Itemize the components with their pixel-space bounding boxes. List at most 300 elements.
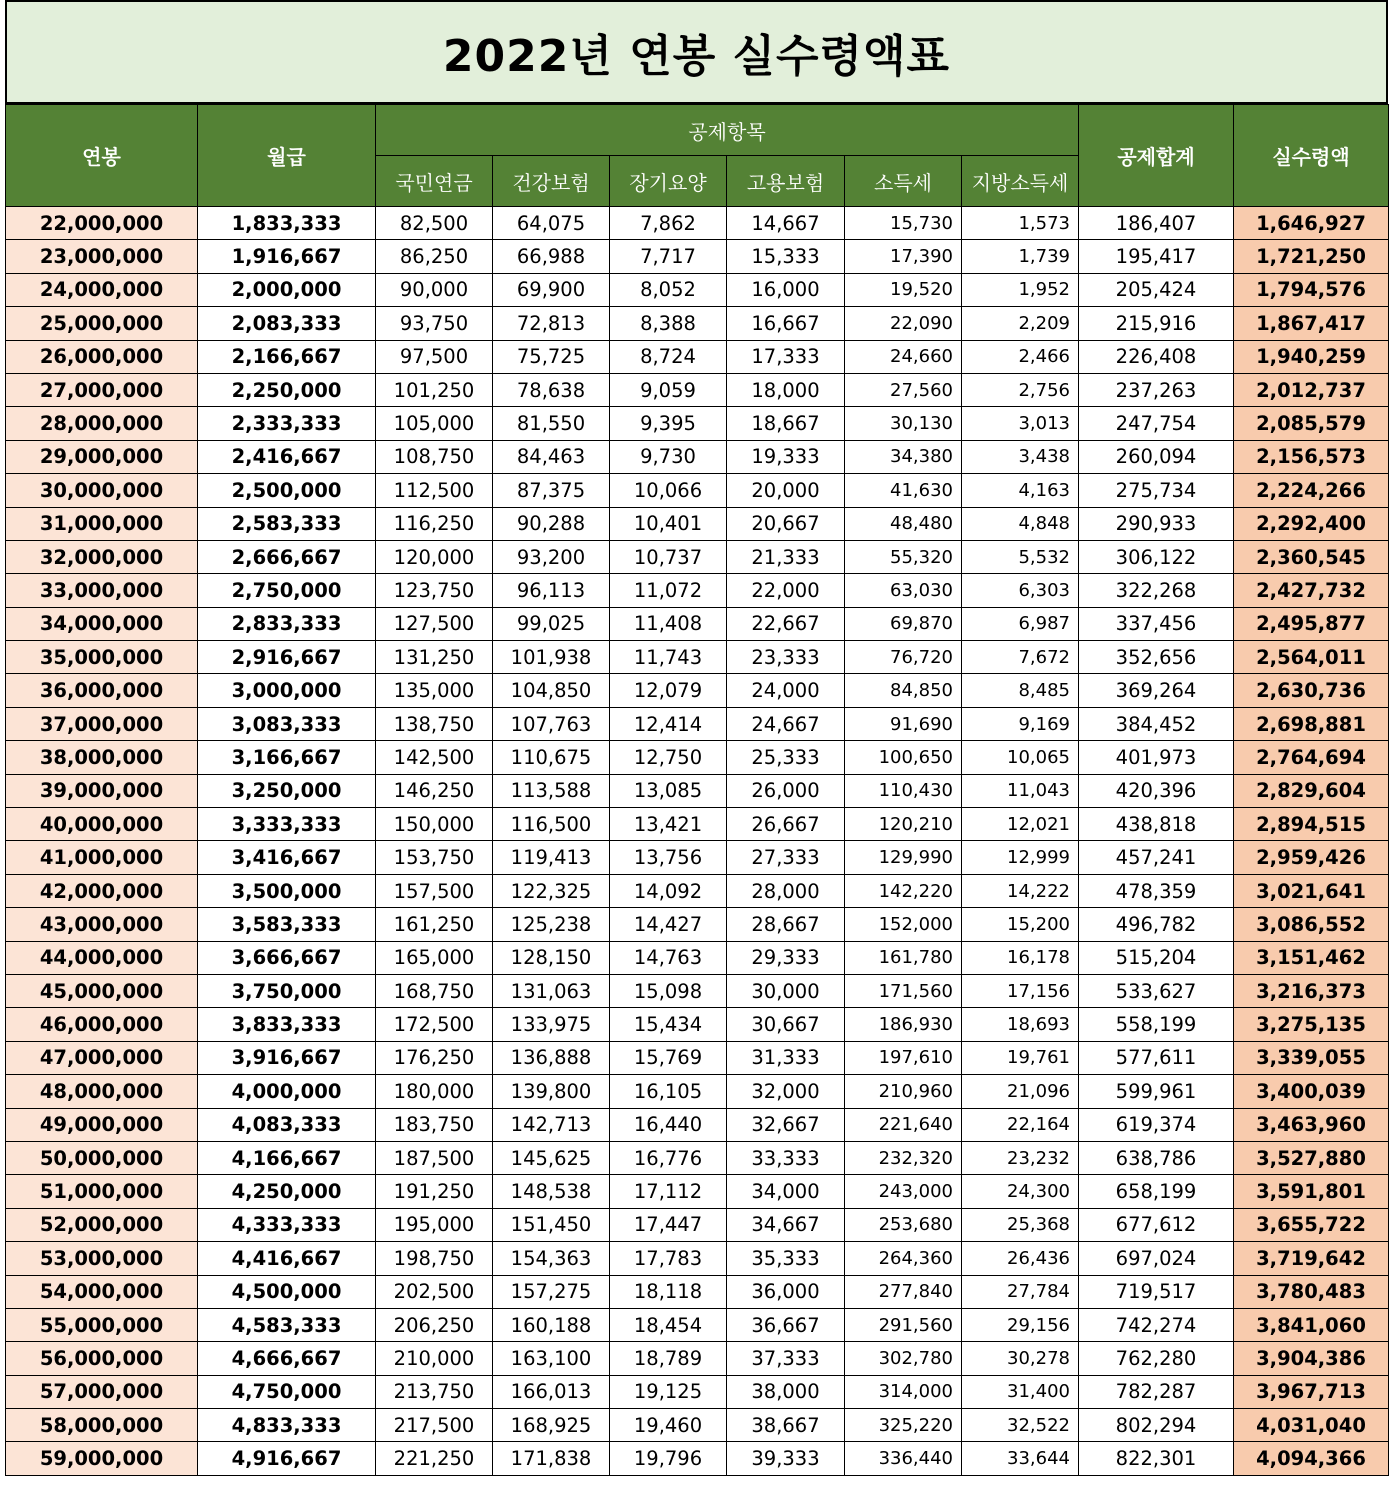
annual-cell: 56,000,000 [6, 1342, 198, 1375]
header-health: 건강보험 [493, 156, 610, 207]
pension-cell: 123,750 [376, 574, 493, 607]
local-tax-cell: 6,303 [962, 574, 1079, 607]
total-cell: 226,408 [1079, 340, 1234, 373]
health-cell: 99,025 [493, 607, 610, 640]
monthly-cell: 4,916,667 [198, 1442, 376, 1475]
income-tax-cell: 302,780 [845, 1342, 962, 1375]
employment-cell: 28,667 [727, 908, 845, 941]
pension-cell: 180,000 [376, 1075, 493, 1108]
longterm-cell: 19,460 [610, 1409, 727, 1442]
pension-cell: 202,500 [376, 1275, 493, 1308]
local-tax-cell: 17,156 [962, 974, 1079, 1007]
net-cell: 3,339,055 [1234, 1041, 1389, 1074]
net-cell: 3,591,801 [1234, 1175, 1389, 1208]
employment-cell: 15,333 [727, 240, 845, 273]
header-employment: 고용보험 [727, 156, 845, 207]
net-cell: 1,794,576 [1234, 273, 1389, 306]
table-row [6, 774, 1389, 807]
pension-cell: 217,500 [376, 1409, 493, 1442]
employment-cell: 27,333 [727, 841, 845, 874]
employment-cell: 30,000 [727, 974, 845, 1007]
health-cell: 125,238 [493, 908, 610, 941]
monthly-cell: 3,583,333 [198, 908, 376, 941]
local-tax-cell: 2,466 [962, 340, 1079, 373]
net-cell: 1,867,417 [1234, 307, 1389, 340]
health-cell: 75,725 [493, 340, 610, 373]
health-cell: 139,800 [493, 1075, 610, 1108]
longterm-cell: 13,756 [610, 841, 727, 874]
net-cell: 3,527,880 [1234, 1141, 1389, 1174]
pension-cell: 210,000 [376, 1342, 493, 1375]
local-tax-cell: 22,164 [962, 1108, 1079, 1141]
monthly-cell: 3,500,000 [198, 874, 376, 907]
income-tax-cell: 221,640 [845, 1108, 962, 1141]
pension-cell: 168,750 [376, 974, 493, 1007]
table-row [6, 273, 1389, 306]
total-cell: 558,199 [1079, 1008, 1234, 1041]
total-cell: 322,268 [1079, 574, 1234, 607]
annual-cell: 38,000,000 [6, 741, 198, 774]
annual-cell: 26,000,000 [6, 340, 198, 373]
annual-cell: 44,000,000 [6, 941, 198, 974]
health-cell: 64,075 [493, 207, 610, 240]
monthly-cell: 2,666,667 [198, 540, 376, 573]
total-cell: 802,294 [1079, 1409, 1234, 1442]
local-tax-cell: 4,163 [962, 474, 1079, 507]
annual-cell: 40,000,000 [6, 808, 198, 841]
table-row [6, 307, 1389, 340]
income-tax-cell: 17,390 [845, 240, 962, 273]
pension-cell: 150,000 [376, 808, 493, 841]
employment-cell: 28,000 [727, 874, 845, 907]
health-cell: 87,375 [493, 474, 610, 507]
health-cell: 72,813 [493, 307, 610, 340]
local-tax-cell: 10,065 [962, 741, 1079, 774]
health-cell: 145,625 [493, 1141, 610, 1174]
local-tax-cell: 7,672 [962, 641, 1079, 674]
local-tax-cell: 21,096 [962, 1075, 1079, 1108]
health-cell: 90,288 [493, 507, 610, 540]
local-tax-cell: 29,156 [962, 1308, 1079, 1341]
employment-cell: 20,667 [727, 507, 845, 540]
table-row [6, 741, 1389, 774]
income-tax-cell: 76,720 [845, 641, 962, 674]
local-tax-cell: 16,178 [962, 941, 1079, 974]
monthly-cell: 2,166,667 [198, 340, 376, 373]
longterm-cell: 13,421 [610, 808, 727, 841]
health-cell: 131,063 [493, 974, 610, 1007]
longterm-cell: 8,052 [610, 273, 727, 306]
annual-cell: 39,000,000 [6, 774, 198, 807]
employment-cell: 30,667 [727, 1008, 845, 1041]
total-cell: 247,754 [1079, 407, 1234, 440]
monthly-cell: 4,500,000 [198, 1275, 376, 1308]
health-cell: 84,463 [493, 440, 610, 473]
header-local-tax: 지방소득세 [962, 156, 1079, 207]
longterm-cell: 18,454 [610, 1308, 727, 1341]
total-cell: 275,734 [1079, 474, 1234, 507]
annual-cell: 24,000,000 [6, 273, 198, 306]
income-tax-cell: 15,730 [845, 207, 962, 240]
total-cell: 577,611 [1079, 1041, 1234, 1074]
income-tax-cell: 100,650 [845, 741, 962, 774]
table-header [6, 105, 1389, 207]
net-cell: 2,630,736 [1234, 674, 1389, 707]
employment-cell: 39,333 [727, 1442, 845, 1475]
net-cell: 2,224,266 [1234, 474, 1389, 507]
local-tax-cell: 26,436 [962, 1242, 1079, 1275]
net-cell: 2,698,881 [1234, 707, 1389, 740]
net-cell: 3,400,039 [1234, 1075, 1389, 1108]
monthly-cell: 4,166,667 [198, 1141, 376, 1174]
employment-cell: 37,333 [727, 1342, 845, 1375]
local-tax-cell: 19,761 [962, 1041, 1079, 1074]
income-tax-cell: 264,360 [845, 1242, 962, 1275]
annual-cell: 58,000,000 [6, 1409, 198, 1442]
table-row [6, 874, 1389, 907]
longterm-cell: 14,763 [610, 941, 727, 974]
income-tax-cell: 325,220 [845, 1409, 962, 1442]
employment-cell: 17,333 [727, 340, 845, 373]
monthly-cell: 3,083,333 [198, 707, 376, 740]
pension-cell: 97,500 [376, 340, 493, 373]
header-income-tax: 소득세 [845, 156, 962, 207]
annual-cell: 23,000,000 [6, 240, 198, 273]
annual-cell: 54,000,000 [6, 1275, 198, 1308]
income-tax-cell: 243,000 [845, 1175, 962, 1208]
net-cell: 3,780,483 [1234, 1275, 1389, 1308]
health-cell: 107,763 [493, 707, 610, 740]
longterm-cell: 11,072 [610, 574, 727, 607]
employment-cell: 36,667 [727, 1308, 845, 1341]
total-cell: 782,287 [1079, 1375, 1234, 1408]
employment-cell: 29,333 [727, 941, 845, 974]
local-tax-cell: 9,169 [962, 707, 1079, 740]
pension-cell: 172,500 [376, 1008, 493, 1041]
employment-cell: 26,000 [727, 774, 845, 807]
annual-cell: 59,000,000 [6, 1442, 198, 1475]
pension-cell: 146,250 [376, 774, 493, 807]
annual-cell: 27,000,000 [6, 373, 198, 406]
header-pension: 국민연금 [376, 156, 493, 207]
table-row [6, 1208, 1389, 1241]
total-cell: 742,274 [1079, 1308, 1234, 1341]
annual-cell: 37,000,000 [6, 707, 198, 740]
total-cell: 533,627 [1079, 974, 1234, 1007]
employment-cell: 32,667 [727, 1108, 845, 1141]
annual-cell: 47,000,000 [6, 1041, 198, 1074]
employment-cell: 22,667 [727, 607, 845, 640]
health-cell: 66,988 [493, 240, 610, 273]
table-row [6, 1141, 1389, 1174]
total-cell: 599,961 [1079, 1075, 1234, 1108]
annual-cell: 32,000,000 [6, 540, 198, 573]
annual-cell: 48,000,000 [6, 1075, 198, 1108]
pension-cell: 153,750 [376, 841, 493, 874]
total-cell: 677,612 [1079, 1208, 1234, 1241]
employment-cell: 18,667 [727, 407, 845, 440]
longterm-cell: 12,079 [610, 674, 727, 707]
longterm-cell: 9,730 [610, 440, 727, 473]
header-net: 실수령액 [1234, 105, 1389, 207]
employment-cell: 38,000 [727, 1375, 845, 1408]
pension-cell: 105,000 [376, 407, 493, 440]
employment-cell: 38,667 [727, 1409, 845, 1442]
pension-cell: 198,750 [376, 1242, 493, 1275]
monthly-cell: 3,416,667 [198, 841, 376, 874]
longterm-cell: 9,059 [610, 373, 727, 406]
total-cell: 638,786 [1079, 1141, 1234, 1174]
employment-cell: 36,000 [727, 1275, 845, 1308]
monthly-cell: 4,583,333 [198, 1308, 376, 1341]
table-row [6, 1308, 1389, 1341]
net-cell: 1,940,259 [1234, 340, 1389, 373]
table-row [6, 407, 1389, 440]
annual-cell: 35,000,000 [6, 641, 198, 674]
table-row [6, 373, 1389, 406]
health-cell: 171,838 [493, 1442, 610, 1475]
longterm-cell: 7,862 [610, 207, 727, 240]
pension-cell: 90,000 [376, 273, 493, 306]
annual-cell: 51,000,000 [6, 1175, 198, 1208]
table-row [6, 941, 1389, 974]
table-row [6, 440, 1389, 473]
net-cell: 3,216,373 [1234, 974, 1389, 1007]
pension-cell: 195,000 [376, 1208, 493, 1241]
annual-cell: 43,000,000 [6, 908, 198, 941]
net-cell: 2,829,604 [1234, 774, 1389, 807]
longterm-cell: 8,724 [610, 340, 727, 373]
longterm-cell: 9,395 [610, 407, 727, 440]
local-tax-cell: 11,043 [962, 774, 1079, 807]
income-tax-cell: 210,960 [845, 1075, 962, 1108]
employment-cell: 18,000 [727, 373, 845, 406]
health-cell: 157,275 [493, 1275, 610, 1308]
total-cell: 237,263 [1079, 373, 1234, 406]
local-tax-cell: 23,232 [962, 1141, 1079, 1174]
pension-cell: 120,000 [376, 540, 493, 573]
longterm-cell: 15,098 [610, 974, 727, 1007]
monthly-cell: 2,000,000 [198, 273, 376, 306]
longterm-cell: 17,112 [610, 1175, 727, 1208]
income-tax-cell: 69,870 [845, 607, 962, 640]
header-deduction-group: 공제항목 [376, 105, 1079, 156]
net-cell: 2,564,011 [1234, 641, 1389, 674]
table-row [6, 240, 1389, 273]
monthly-cell: 3,333,333 [198, 808, 376, 841]
local-tax-cell: 8,485 [962, 674, 1079, 707]
local-tax-cell: 18,693 [962, 1008, 1079, 1041]
total-cell: 658,199 [1079, 1175, 1234, 1208]
pension-cell: 131,250 [376, 641, 493, 674]
monthly-cell: 1,916,667 [198, 240, 376, 273]
pension-cell: 142,500 [376, 741, 493, 774]
local-tax-cell: 2,209 [962, 307, 1079, 340]
longterm-cell: 17,447 [610, 1208, 727, 1241]
monthly-cell: 4,750,000 [198, 1375, 376, 1408]
net-cell: 2,012,737 [1234, 373, 1389, 406]
health-cell: 81,550 [493, 407, 610, 440]
table-row [6, 1342, 1389, 1375]
table-row [6, 507, 1389, 540]
income-tax-cell: 314,000 [845, 1375, 962, 1408]
local-tax-cell: 25,368 [962, 1208, 1079, 1241]
net-cell: 1,721,250 [1234, 240, 1389, 273]
income-tax-cell: 161,780 [845, 941, 962, 974]
pension-cell: 86,250 [376, 240, 493, 273]
monthly-cell: 4,000,000 [198, 1075, 376, 1108]
local-tax-cell: 2,756 [962, 373, 1079, 406]
longterm-cell: 11,408 [610, 607, 727, 640]
table-row [6, 540, 1389, 573]
monthly-cell: 3,166,667 [198, 741, 376, 774]
total-cell: 719,517 [1079, 1275, 1234, 1308]
net-cell: 4,094,366 [1234, 1442, 1389, 1475]
pension-cell: 187,500 [376, 1141, 493, 1174]
table-row [6, 641, 1389, 674]
annual-cell: 28,000,000 [6, 407, 198, 440]
health-cell: 113,588 [493, 774, 610, 807]
local-tax-cell: 4,848 [962, 507, 1079, 540]
income-tax-cell: 84,850 [845, 674, 962, 707]
longterm-cell: 18,789 [610, 1342, 727, 1375]
net-cell: 2,156,573 [1234, 440, 1389, 473]
total-cell: 260,094 [1079, 440, 1234, 473]
table-row [6, 808, 1389, 841]
annual-cell: 53,000,000 [6, 1242, 198, 1275]
table-row [6, 1108, 1389, 1141]
employment-cell: 23,333 [727, 641, 845, 674]
net-cell: 3,463,960 [1234, 1108, 1389, 1141]
pension-cell: 112,500 [376, 474, 493, 507]
monthly-cell: 2,416,667 [198, 440, 376, 473]
net-cell: 3,655,722 [1234, 1208, 1389, 1241]
income-tax-cell: 30,130 [845, 407, 962, 440]
net-cell: 2,959,426 [1234, 841, 1389, 874]
net-cell: 2,764,694 [1234, 741, 1389, 774]
total-cell: 352,656 [1079, 641, 1234, 674]
pension-cell: 176,250 [376, 1041, 493, 1074]
table-row [6, 974, 1389, 1007]
health-cell: 122,325 [493, 874, 610, 907]
employment-cell: 24,667 [727, 707, 845, 740]
income-tax-cell: 41,630 [845, 474, 962, 507]
pension-cell: 221,250 [376, 1442, 493, 1475]
income-tax-cell: 186,930 [845, 1008, 962, 1041]
total-cell: 438,818 [1079, 808, 1234, 841]
total-cell: 384,452 [1079, 707, 1234, 740]
local-tax-cell: 3,438 [962, 440, 1079, 473]
annual-cell: 31,000,000 [6, 507, 198, 540]
income-tax-cell: 19,520 [845, 273, 962, 306]
health-cell: 148,538 [493, 1175, 610, 1208]
net-cell: 4,031,040 [1234, 1409, 1389, 1442]
total-cell: 822,301 [1079, 1442, 1234, 1475]
table-row [6, 340, 1389, 373]
income-tax-cell: 277,840 [845, 1275, 962, 1308]
pension-cell: 161,250 [376, 908, 493, 941]
net-cell: 3,021,641 [1234, 874, 1389, 907]
employment-cell: 31,333 [727, 1041, 845, 1074]
table-row [6, 1075, 1389, 1108]
income-tax-cell: 22,090 [845, 307, 962, 340]
pension-cell: 127,500 [376, 607, 493, 640]
health-cell: 78,638 [493, 373, 610, 406]
pension-cell: 138,750 [376, 707, 493, 740]
health-cell: 154,363 [493, 1242, 610, 1275]
annual-cell: 42,000,000 [6, 874, 198, 907]
annual-cell: 46,000,000 [6, 1008, 198, 1041]
employment-cell: 19,333 [727, 440, 845, 473]
health-cell: 69,900 [493, 273, 610, 306]
total-cell: 697,024 [1079, 1242, 1234, 1275]
health-cell: 96,113 [493, 574, 610, 607]
local-tax-cell: 5,532 [962, 540, 1079, 573]
longterm-cell: 11,743 [610, 641, 727, 674]
income-tax-cell: 129,990 [845, 841, 962, 874]
annual-cell: 52,000,000 [6, 1208, 198, 1241]
monthly-cell: 3,000,000 [198, 674, 376, 707]
longterm-cell: 17,783 [610, 1242, 727, 1275]
employment-cell: 20,000 [727, 474, 845, 507]
pension-cell: 82,500 [376, 207, 493, 240]
pension-cell: 157,500 [376, 874, 493, 907]
monthly-cell: 2,333,333 [198, 407, 376, 440]
total-cell: 762,280 [1079, 1342, 1234, 1375]
health-cell: 116,500 [493, 808, 610, 841]
annual-cell: 25,000,000 [6, 307, 198, 340]
total-cell: 205,424 [1079, 273, 1234, 306]
annual-cell: 41,000,000 [6, 841, 198, 874]
monthly-cell: 2,083,333 [198, 307, 376, 340]
monthly-cell: 2,750,000 [198, 574, 376, 607]
longterm-cell: 16,105 [610, 1075, 727, 1108]
health-cell: 163,100 [493, 1342, 610, 1375]
income-tax-cell: 63,030 [845, 574, 962, 607]
pension-cell: 191,250 [376, 1175, 493, 1208]
employment-cell: 34,667 [727, 1208, 845, 1241]
employment-cell: 25,333 [727, 741, 845, 774]
longterm-cell: 14,427 [610, 908, 727, 941]
table-row [6, 474, 1389, 507]
local-tax-cell: 1,573 [962, 207, 1079, 240]
page-title: 2022년 연봉 실수령액표 [5, 0, 1388, 104]
net-cell: 2,292,400 [1234, 507, 1389, 540]
monthly-cell: 2,500,000 [198, 474, 376, 507]
net-cell: 3,904,386 [1234, 1342, 1389, 1375]
total-cell: 215,916 [1079, 307, 1234, 340]
pension-cell: 101,250 [376, 373, 493, 406]
monthly-cell: 4,333,333 [198, 1208, 376, 1241]
longterm-cell: 19,125 [610, 1375, 727, 1408]
total-cell: 515,204 [1079, 941, 1234, 974]
health-cell: 151,450 [493, 1208, 610, 1241]
monthly-cell: 3,916,667 [198, 1041, 376, 1074]
total-cell: 457,241 [1079, 841, 1234, 874]
health-cell: 128,150 [493, 941, 610, 974]
health-cell: 93,200 [493, 540, 610, 573]
pension-cell: 116,250 [376, 507, 493, 540]
local-tax-cell: 24,300 [962, 1175, 1079, 1208]
net-cell: 3,967,713 [1234, 1375, 1389, 1408]
monthly-cell: 4,666,667 [198, 1342, 376, 1375]
income-tax-cell: 34,380 [845, 440, 962, 473]
health-cell: 104,850 [493, 674, 610, 707]
monthly-cell: 3,750,000 [198, 974, 376, 1007]
annual-cell: 29,000,000 [6, 440, 198, 473]
total-cell: 420,396 [1079, 774, 1234, 807]
table-row [6, 1008, 1389, 1041]
